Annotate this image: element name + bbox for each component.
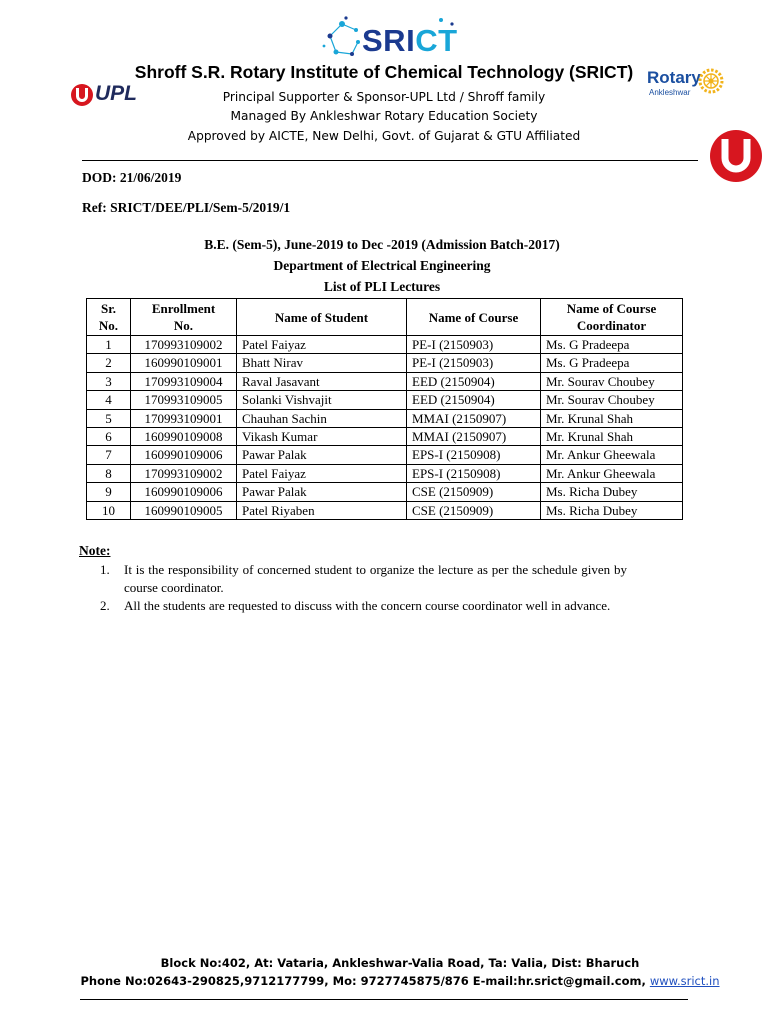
cell-coordinator: Ms. Richa Dubey bbox=[541, 501, 683, 519]
list-title: List of PLI Lectures bbox=[323, 279, 441, 294]
pli-lectures-table bbox=[86, 298, 683, 520]
table-header-row bbox=[87, 299, 683, 336]
upl-large-emblem-icon bbox=[708, 128, 764, 184]
cell-sr: 5 bbox=[87, 409, 131, 427]
cell-coordinator: Mr. Krunal Shah bbox=[541, 428, 683, 446]
header-enrollment-no: Enrollment No. bbox=[131, 299, 237, 336]
cell-sr: 1 bbox=[87, 336, 131, 354]
header-student-name: Name of Student bbox=[237, 299, 407, 336]
cell-coordinator: Mr. Sourav Choubey bbox=[541, 391, 683, 409]
cell-coordinator: Ms. G Pradeepa bbox=[541, 336, 683, 354]
cell-coordinator: Ms. G Pradeepa bbox=[541, 354, 683, 372]
cell-sr: 2 bbox=[87, 354, 131, 372]
srict-logo-prefix: SRI bbox=[362, 23, 416, 58]
cell-student: Pawar Palak bbox=[237, 483, 407, 501]
cell-enrollment: 170993109001 bbox=[131, 409, 237, 427]
cell-course: CSE (2150909) bbox=[407, 501, 541, 519]
cell-course: EED (2150904) bbox=[407, 391, 541, 409]
cell-coordinator: Mr. Krunal Shah bbox=[541, 409, 683, 427]
institute-name: Shroff S.R. Rotary Institute of Chemical Technology (SRICT) bbox=[134, 62, 634, 82]
cell-course: CSE (2150909) bbox=[407, 483, 541, 501]
footer-divider bbox=[80, 999, 688, 1000]
rotary-logo-subtext: Ankleshwar bbox=[649, 88, 691, 97]
managed-line: Managed By Ankleshwar Rotary Education Society bbox=[230, 109, 538, 123]
footer-contact-text: Phone No:02643-290825,9712177799, Mo: 9727745875/876 E-mail:hr.srict@gmail.com, bbox=[80, 974, 650, 988]
header-sr-no: Sr. No. bbox=[87, 299, 131, 336]
cell-course: MMAI (2150907) bbox=[407, 409, 541, 427]
table-body bbox=[87, 336, 683, 520]
header-course-coordinator: Name of Course Coordinator bbox=[541, 299, 683, 336]
cell-student: Pawar Palak bbox=[237, 446, 407, 464]
cell-coordinator: Mr. Ankur Gheewala bbox=[541, 464, 683, 482]
cell-enrollment: 160990109008 bbox=[131, 428, 237, 446]
upl-large-emblem bbox=[708, 128, 764, 184]
table-row bbox=[87, 372, 683, 390]
cell-enrollment: 160990109001 bbox=[131, 354, 237, 372]
note-number: 2. bbox=[100, 598, 110, 613]
cell-sr: 6 bbox=[87, 428, 131, 446]
cell-enrollment: 160990109006 bbox=[131, 446, 237, 464]
cell-coordinator: Mr. Ankur Gheewala bbox=[541, 446, 683, 464]
upl-logo-text: UPL bbox=[95, 82, 137, 105]
cell-sr: 4 bbox=[87, 391, 131, 409]
cell-student: Solanki Vishvajit bbox=[237, 391, 407, 409]
note-number: 1. bbox=[100, 562, 110, 577]
cell-sr: 9 bbox=[87, 483, 131, 501]
table-row bbox=[87, 483, 683, 501]
cell-sr: 7 bbox=[87, 446, 131, 464]
note-text: It is the responsibility of concerned student to organize the lecture as per the schedule given by course coordinator. bbox=[124, 562, 627, 595]
program-heading: B.E. (Sem-5), June-2019 to Dec -2019 (Admission Batch-2017) bbox=[204, 237, 560, 252]
footer-address: Block No:402, At: Vataria, Ankleshwar-Valia Road, Ta: Valia, Dist: Bharuch bbox=[160, 956, 640, 970]
cell-enrollment: 170993109004 bbox=[131, 372, 237, 390]
cell-enrollment: 160990109006 bbox=[131, 483, 237, 501]
cell-enrollment: 160990109005 bbox=[131, 501, 237, 519]
table-row bbox=[87, 464, 683, 482]
cell-coordinator: Ms. Richa Dubey bbox=[541, 483, 683, 501]
footer-contact bbox=[60, 974, 740, 988]
cell-student: Raval Jasavant bbox=[237, 372, 407, 390]
note-item bbox=[100, 561, 627, 597]
header-course-name: Name of Course bbox=[407, 299, 541, 336]
cell-enrollment: 170993109002 bbox=[131, 336, 237, 354]
rotary-logo-text: Rotary bbox=[647, 68, 701, 87]
cell-coordinator: Mr. Sourav Choubey bbox=[541, 372, 683, 390]
table-row bbox=[87, 409, 683, 427]
note-item bbox=[100, 597, 627, 633]
cell-course: EPS-I (2150908) bbox=[407, 464, 541, 482]
cell-course: MMAI (2150907) bbox=[407, 428, 541, 446]
srict-logo-suffix: CT bbox=[415, 23, 458, 58]
cell-sr: 8 bbox=[87, 464, 131, 482]
table-row bbox=[87, 501, 683, 519]
table-row bbox=[87, 354, 683, 372]
header-divider bbox=[82, 160, 698, 161]
srict-logo bbox=[322, 14, 462, 64]
cell-sr: 3 bbox=[87, 372, 131, 390]
table-row bbox=[87, 428, 683, 446]
cell-student: Chauhan Sachin bbox=[237, 409, 407, 427]
table-row bbox=[87, 446, 683, 464]
cell-enrollment: 170993109005 bbox=[131, 391, 237, 409]
cell-course: PE-I (2150903) bbox=[407, 354, 541, 372]
cell-student: Bhatt Nirav bbox=[237, 354, 407, 372]
cell-student: Patel Faiyaz bbox=[237, 336, 407, 354]
cell-sr: 10 bbox=[87, 501, 131, 519]
approved-line: Approved by AICTE, New Delhi, Govt. of Gujarat & GTU Affiliated bbox=[187, 129, 581, 143]
note-text: All the students are requested to discuss with the concern course coordinator well in advance. bbox=[124, 598, 611, 613]
website-link[interactable]: www.srict.in bbox=[649, 974, 720, 988]
date-of-document: DOD: 21/06/2019 bbox=[82, 170, 182, 185]
note-label: Note: bbox=[79, 543, 111, 558]
cell-course: PE-I (2150903) bbox=[407, 336, 541, 354]
department-heading: Department of Electrical Engineering bbox=[273, 258, 491, 273]
table-row bbox=[87, 391, 683, 409]
cell-student: Patel Riyaben bbox=[237, 501, 407, 519]
cell-course: EED (2150904) bbox=[407, 372, 541, 390]
cell-enrollment: 170993109002 bbox=[131, 464, 237, 482]
cell-student: Vikash Kumar bbox=[237, 428, 407, 446]
reference-number: Ref: SRICT/DEE/PLI/Sem-5/2019/1 bbox=[82, 200, 291, 215]
cell-student: Patel Faiyaz bbox=[237, 464, 407, 482]
cell-course: EPS-I (2150908) bbox=[407, 446, 541, 464]
sponsor-line: Principal Supporter & Sponsor-UPL Ltd / Shroff family bbox=[222, 90, 546, 104]
table-row bbox=[87, 336, 683, 354]
srict-logo-text bbox=[362, 23, 458, 59]
